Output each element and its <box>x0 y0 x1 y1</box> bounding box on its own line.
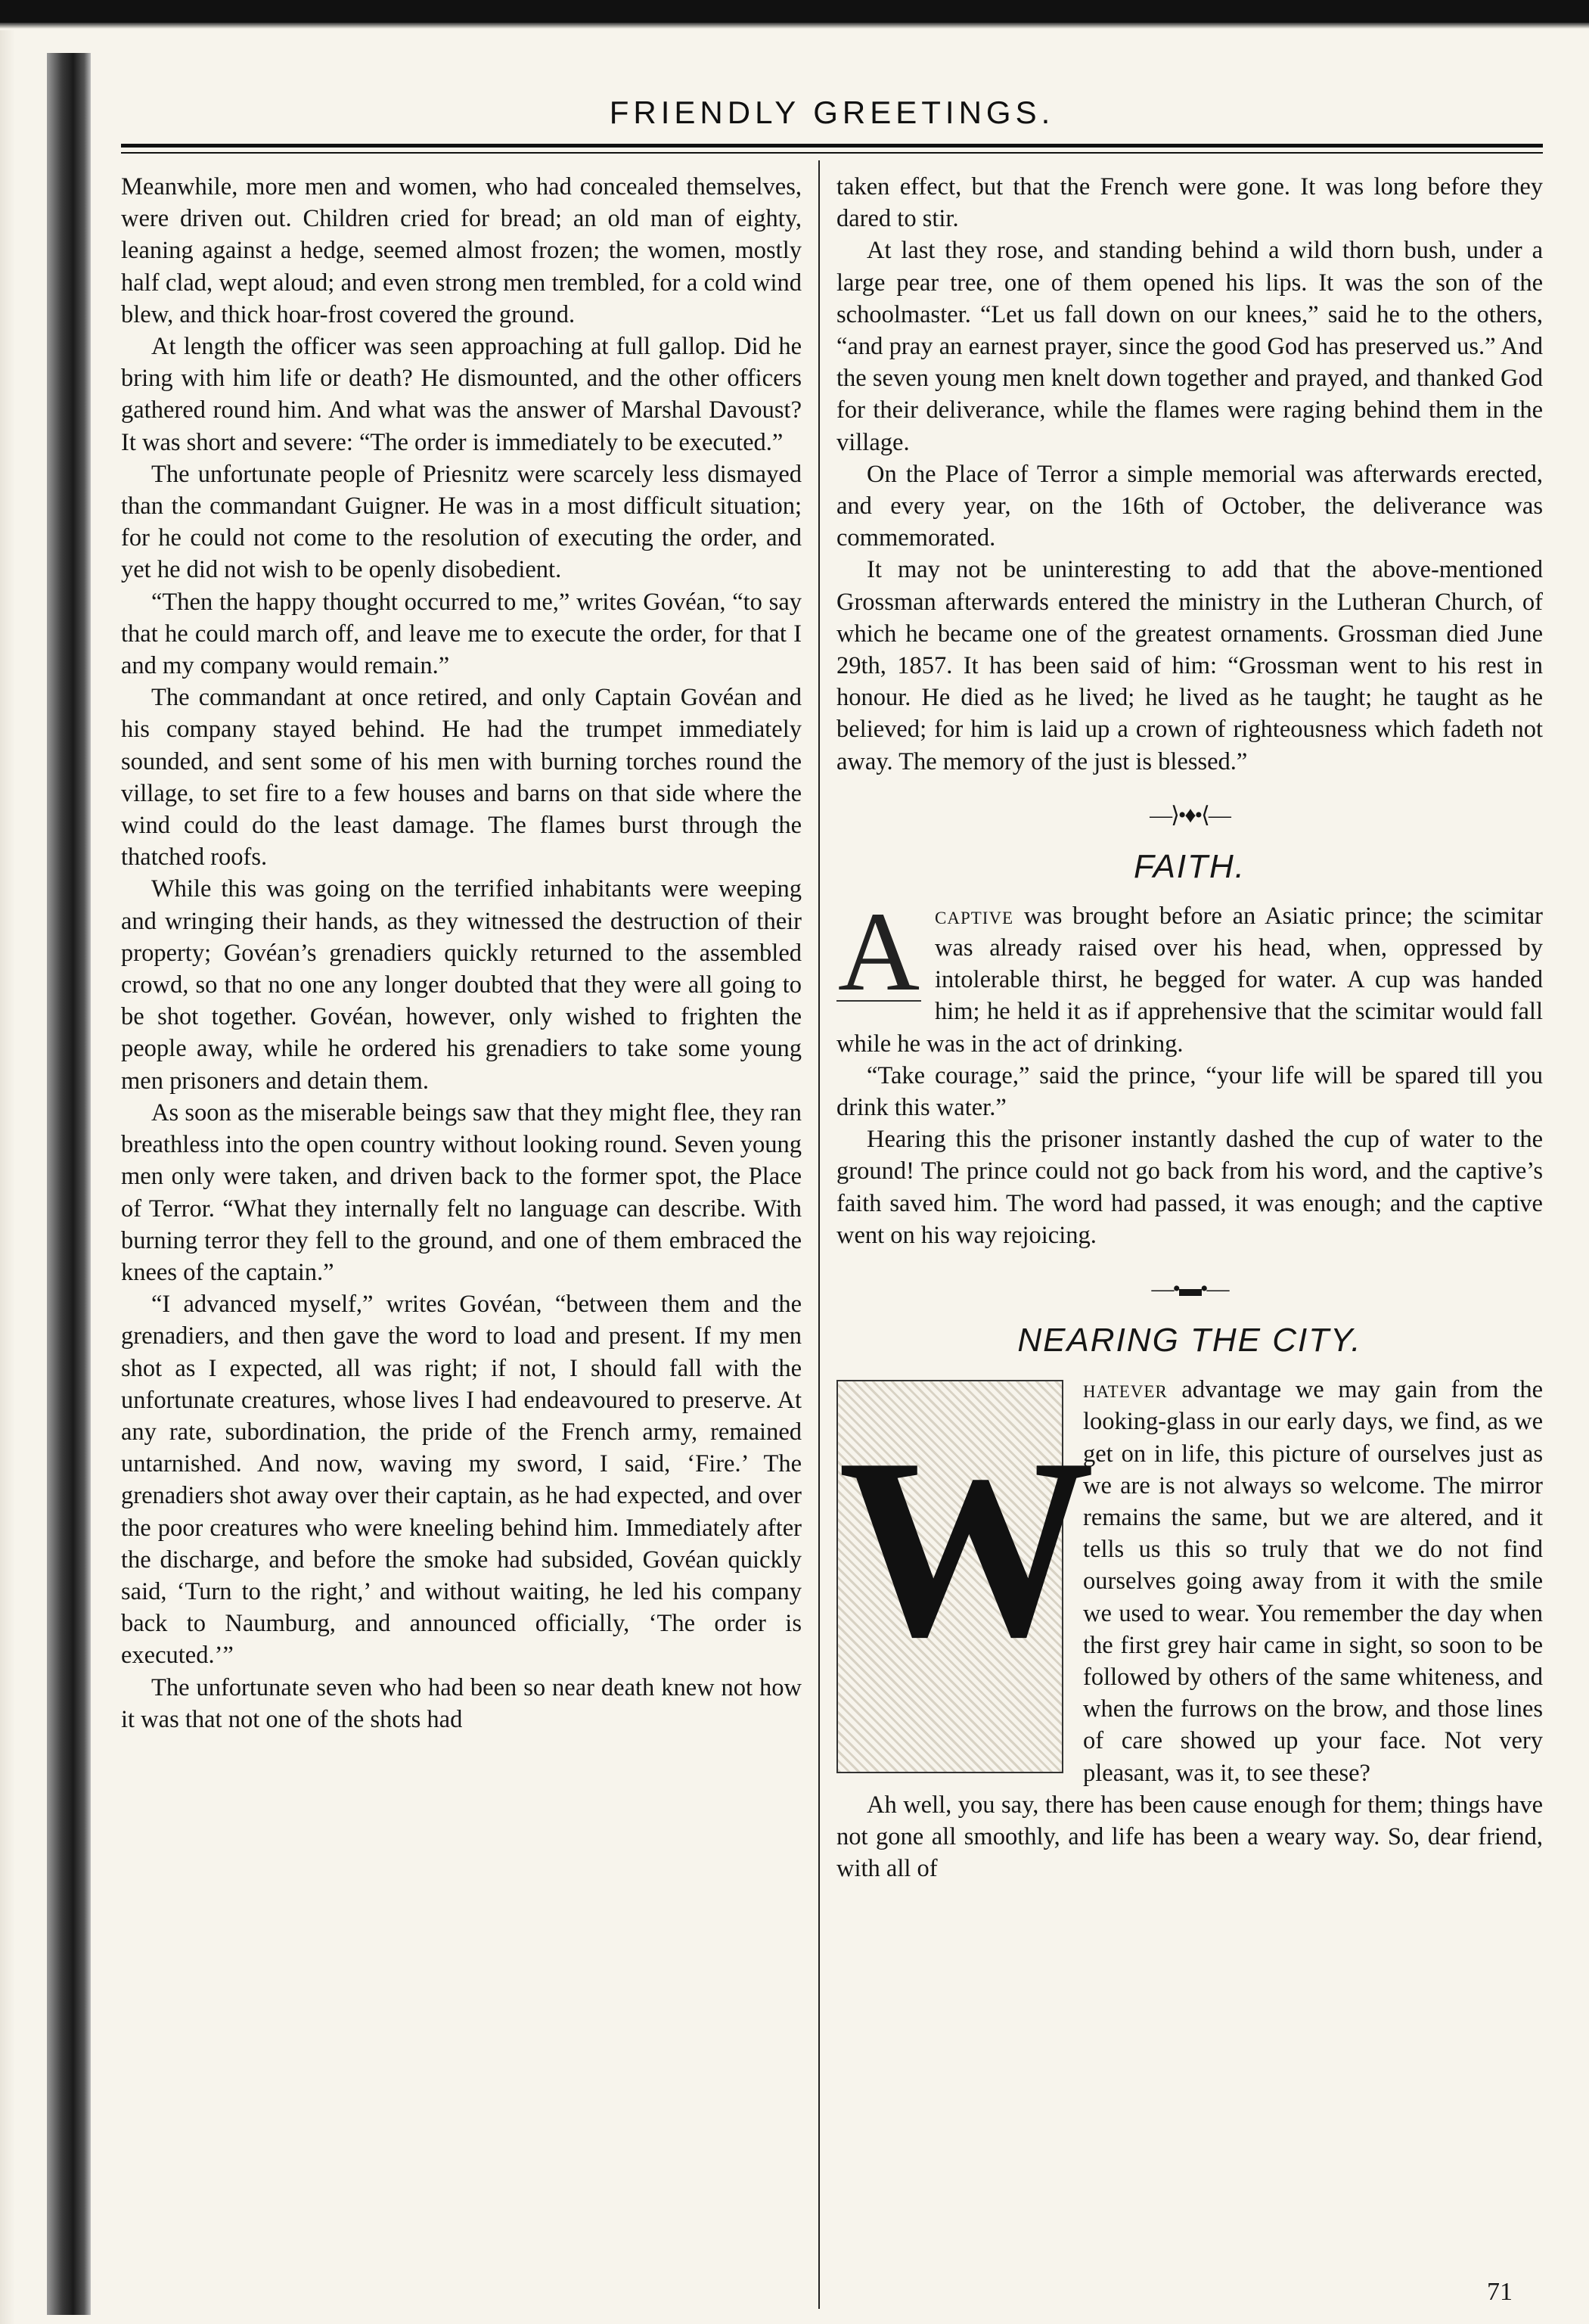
paragraph: At last they rose, and standing behind a wild thorn bush, under a large pear tree, one of them opened his lips. It was the son of the schoolmaster. “Let us fall down on our knees,” said he to the others, “and pray an earnest prayer, since the good God has preserved us.” And the seven young men knelt down together and prayed, and thanked God for their deliverance, while the flames were raging behind them in the village. <box>836 237 1543 456</box>
paragraph: The commandant at once retired, and only Captain Govéan and his company stayed behind. He had the trumpet immediately sounded, and sent some of his men with burning torches round the village, to set fire to a few houses and barns on that side where the wind could do the least damage. The flames burst through the thatched roofs. <box>121 684 802 872</box>
nearing-first-paragraph-text: advantage we may gain from the looking-glass in our early days, we find, as we get on in life, this picture of ourselves just as we are is not always so welcome. The mirror remains the same, but we are altered, and it tells us this so truly that we do not find ourselves going away from it with the smile we used to wear. You remember the day when the first grey hair came in sight, so soon to be followed by others of the same whiteness, and when the furrows on the brow, and those lines of care showed up your face. Not very pleasant, was it, to see these? <box>1083 1376 1543 1787</box>
dropcap-a-ornate-initial: A <box>837 888 920 1014</box>
paragraph: Ah well, you say, there has been cause enough for them; things have not gone all smoothly, and life has been a weary way. So, dear friend, with all of <box>836 1791 1543 1883</box>
faith-title: FAITH. <box>1133 847 1246 885</box>
paragraph: “I advanced myself,” writes Govéan, “between them and the grenadiers, and then gave the word to load and present. If my men shot as I expected, all was right; if not, I should fall with the unfortunate creatures, whose lives I had endeavoured to preserve. At any rate, subordination, the pride of the French army, remained untarnished. And now, waving my sword, I said, ‘Fire.’ The grenadiers shot away over their captain, as he had expected, and over the poor creatures who were kneeling behind him. Immediately after the discharge, and before the smoke had subsided, Govéan quickly said, ‘Turn to the right,’ and without waiting, he led his company back to Naumburg, and announced officially, ‘The order is executed.’” <box>121 1291 802 1670</box>
nearing-the-city-title: NEARING THE CITY. <box>1017 1322 1362 1359</box>
faith-lead-word: captive <box>935 902 1014 930</box>
paragraph: At length the officer was seen approaching at full gallop. Did he bring with him life or death? He dismounted, and the other officers gathered round him. And what was the answer of Marshal Davoust? It was short and severe: “The order is immediately to be executed.” <box>121 333 802 456</box>
header-rule-thick <box>121 144 1543 148</box>
faith-first-paragraph <box>836 888 1543 1060</box>
paragraph: taken effect, but that the French were gone. It was long before they dared to stir. <box>836 173 1543 233</box>
paragraph: Meanwhile, more men and women, who had concealed themselves, were driven out. Children cried for bread; an old man of eighty, leaning against a hedge, seemed almost frozen; the women, mostly half clad, wept aloud; and even strong men trembled, for a cold wind blew, and thick hoar-frost covered the ground. <box>121 173 802 328</box>
faith-first-paragraph-text: was brought before an Asiatic prince; the scimitar was already raised over his head, when, oppressed by intolerable thirst, he begged for water. A cup was handed him; he held it as if apprehensive that the scimitar would fall while he was in the act of drinking. <box>836 902 1543 1058</box>
paragraph: “Then the happy thought occurred to me,” writes Govéan, “to say that he could march off, and leave me to execute the order, for that I and my company would remain.” <box>121 588 802 680</box>
book-gutter-shadow <box>47 53 91 2315</box>
page-number: 71 <box>1487 2278 1513 2306</box>
paragraph: As soon as the miserable beings saw that they might flee, they ran breathless into the open country without looking round. Seven young men only were taken, and driven back to the former spot, the Place of Terror. “What they internally felt no language can describe. With burning terror they fell to the ground, and one of them embraced the knees of the captain.” <box>121 1098 802 1286</box>
nearing-lead-word: hatever <box>1083 1376 1168 1404</box>
paragraph: It may not be uninteresting to add that the above-mentioned Grossman afterwards entered the ministry in the Lutheran Church, of which he became one of the greatest ornaments. Grossman died June 29th, 1857. It has been said of him: “Grossman went to his rest in honour. He died as he lived; he lived as he taught; he taught as he believed; for him is laid up a crown of righteousness which fadeth not away. The memory of the just is blessed.” <box>836 556 1543 775</box>
right-column <box>836 171 1543 2289</box>
header-rule-thin <box>121 152 1543 154</box>
paragraph: The unfortunate people of Priesnitz were scarcely less dismayed than the commandant Guigner. He was in a most difficult situation; for he could not come to the resolution of executing the order, and yet he did not wish to be openly disobedient. <box>121 460 802 584</box>
column-divider <box>818 160 820 2309</box>
paragraph: While this was going on the terrified inhabitants were weeping and wringing their hands, as they witnessed the destruction of their property; Govéan’s grenadiers quickly returned to the assembled crowd, so that no one any longer doubted that they were all going to be shot together. Govéan, however, only wished to frighten the people away, while he ordered his grenadiers to take some young men prisoners and detain them. <box>121 875 802 1095</box>
paragraph: Hearing this the prisoner instantly dashed the cup of water to the ground! The prince could not go back from his word, and the captive’s faith saved him. The word had passed, it was enough; and the captive went on his way rejoicing. <box>836 1126 1543 1249</box>
section-ornament: —⟩•♦•⟨— <box>1150 802 1230 828</box>
paragraph: The unfortunate seven who had been so near death knew not how it was that not one of the shots had <box>121 1673 802 1733</box>
nearing-first-paragraph <box>836 1374 1543 1789</box>
dropcap-w-letter: W <box>838 1405 1095 1691</box>
scan-top-edge <box>0 0 1589 23</box>
paragraph: On the Place of Terror a simple memorial was afterwards erected, and every year, on the 16th of October, the deliverance was commemorated. <box>836 460 1543 552</box>
scan-top-shadow <box>0 23 1589 29</box>
running-header: FRIENDLY GREETINGS. <box>609 95 1055 130</box>
scan-left-margin <box>0 30 15 2324</box>
paragraph: “Take courage,” said the prince, “your life will be spared till you drink this water.” <box>836 1061 1543 1122</box>
dropcap-w-ornate-initial <box>836 1380 1095 1773</box>
left-column <box>121 171 802 2313</box>
section-ornament: —•▬•— <box>1151 1276 1228 1302</box>
